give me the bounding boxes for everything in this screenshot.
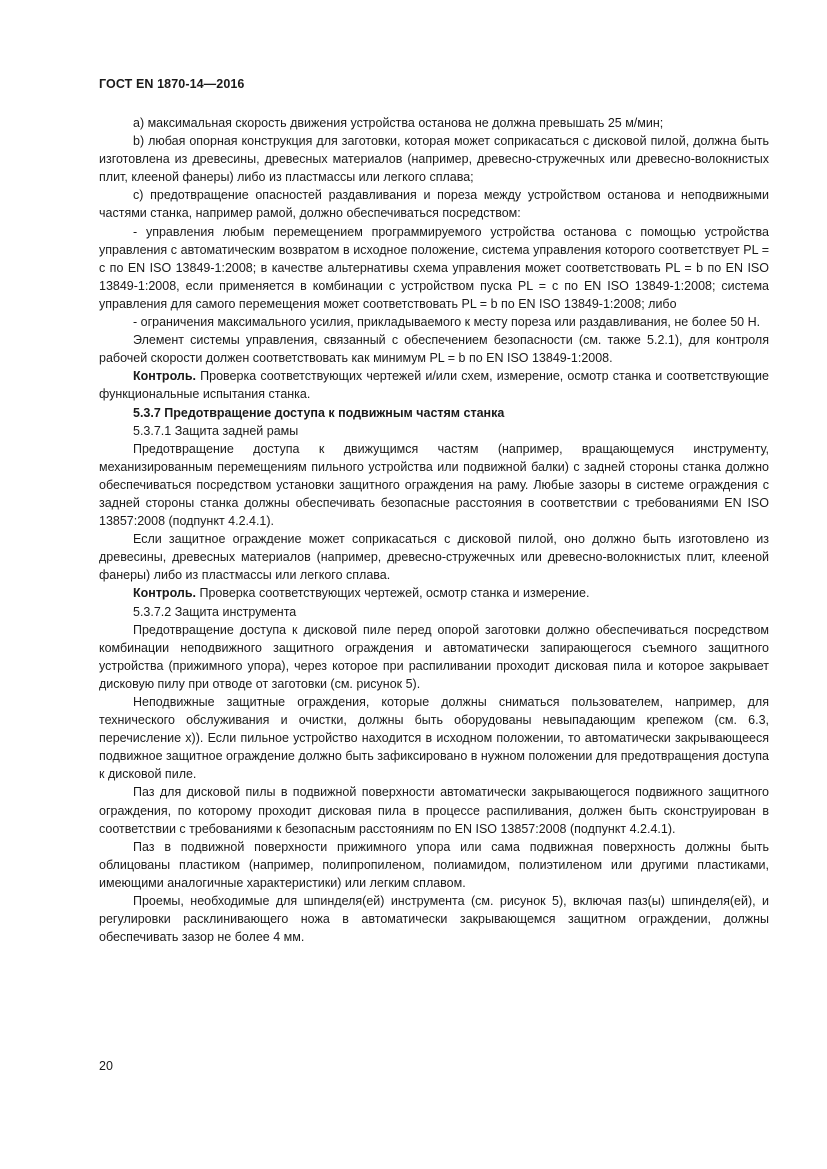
control-paragraph (99, 367, 769, 403)
paragraph: Если защитное ограждение может соприкасаться с дисковой пилой, оно должно быть изготовлено из древесины, древесных материалов (например, древесно-стружечных или древесно-волокнистых плит, клееной фанеры) либо из пластмассы или легкого сплава. (99, 532, 769, 583)
paragraph: Неподвижные защитные ограждения, которые должны сниматься пользователем, например, для технического обслуживания и очистки, должны быть оборудованы невыпадающим крепежом (см. 6.3, перечисление х)). Если пильное устройство находится в исходном положении, то автоматически закрывающееся подвижное защитное ограждение должно быть зафиксировано в нужном положении для предотвращения доступа к дисковой пиле. (99, 695, 769, 782)
control-text: Проверка соответствующих чертежей и/или схем, измерение, осмотр станка и соответствующие функциональные испытания станка. (99, 369, 769, 402)
paragraph: Паз в подвижной поверхности прижимного упора или сама подвижная поверхность должны быть облицованы пластиком (например, полипропиленом, полиамидом, полиэтиленом или другими пластиками, имеющими аналогичные характеристики) или легким сплавом. (99, 839, 769, 890)
control-text: Проверка соответствующих чертежей, осмотр станка и измерение. (199, 586, 590, 601)
document-body (99, 114, 769, 946)
document-header: ГОСТ EN 1870-14—2016 (99, 77, 245, 91)
subsection-heading: 5.3.7.2 Защита инструмента (133, 604, 297, 619)
control-paragraph (99, 584, 769, 602)
section-heading-text: 5.3.7 Предотвращение доступа к подвижным частям станка (133, 405, 505, 420)
list-paragraph: - ограничения максимального усилия, прикладываемого к месту пореза или раздавливания, не более 50 Н. (133, 315, 761, 330)
paragraph: Предотвращение доступа к движущимся частям (например, вращающемуся инструменту, механизированным перемещениям пильного устройства или подвижной балки) с задней стороны станка должно обеспечиваться посредством установки защитного ограждения на раму. Любые зазоры в системе ограждения с задней стороны станка должны обеспечивать безопасные расстояния в соответствии с требованиями EN ISO 13857:2008 (подпункт 4.2.4.1). (99, 441, 769, 529)
paragraph: Предотвращение доступа к дисковой пиле перед опорой заготовки должно обеспечиваться посредством комбинации неподвижного защитного ограждения и автоматически запирающегося съемного защитного устройства (прижимного упора), через которое при распиливании проходит дисковая пила и которое закрывает дисковую пилу при отводе от заготовки (см. рисунок 5). (99, 622, 769, 691)
page-number: 20 (99, 1059, 113, 1073)
paragraph: Элемент системы управления, связанный с обеспечением безопасности (см. также 5.2.1), для контроля рабочей скорости должен соответствовать как минимум PL = b по EN ISO 13849-1:2008. (99, 333, 769, 366)
paragraph: Проемы, необходимые для шпинделя(ей) инструмента (см. рисунок 5), включая паз(ы) шпинделя(ей), и регулировки расклинивающего ножа в автоматически закрывающемся защитном ограждении, должны обеспечивать зазор не более 4 мм. (99, 894, 769, 945)
paragraph: Паз для дисковой пилы в подвижной поверхности автоматически закрывающегося подвижного защитного ограждения, по которому проходит дисковая пила в процессе распиливания, должен быть сконструирован в соответствии с требованиями к безопасным расстояниям по EN ISO 13857:2008 (подпункт 4.2.4.1). (99, 785, 769, 836)
paragraph: b) любая опорная конструкция для заготовки, которая может соприкасаться с дисковой пилой, должна быть изготовлена из древесины, древесных материалов (например, древесно-стружечных или древесно-волокнистых плит, клееной фанеры) либо из пластмассы или легкого сплава; (99, 134, 769, 185)
control-label: Контроль. (133, 369, 196, 384)
paragraph: с) предотвращение опасностей раздавливания и пореза между устройством останова и неподвижными частями станка, например рамой, должно обеспечиваться посредством: (99, 188, 769, 221)
section-heading (99, 404, 769, 422)
list-paragraph: - управления любым перемещением программируемого устройства останова с помощью устройства управления с автоматическим возвратом в исходное положение, система управления которого соответствует PL = с по EN ISO 13849-1:2008; в качестве альтернативы схема управления может соответствовать PL = b по EN ISO 13849-1:2008, если применяется в комбинации с устройством пуска PL = с по EN ISO 13849-1:2008; система управления для самого перемещения может соответствовать PL = b по EN ISO 13849-1:2008; либо (99, 224, 769, 311)
paragraph: а) максимальная скорость движения устройства останова не должна превышать 25 м/мин; (133, 116, 664, 130)
control-label: Контроль. (133, 586, 196, 601)
subsection-heading: 5.3.7.1 Защита задней рамы (133, 423, 299, 438)
